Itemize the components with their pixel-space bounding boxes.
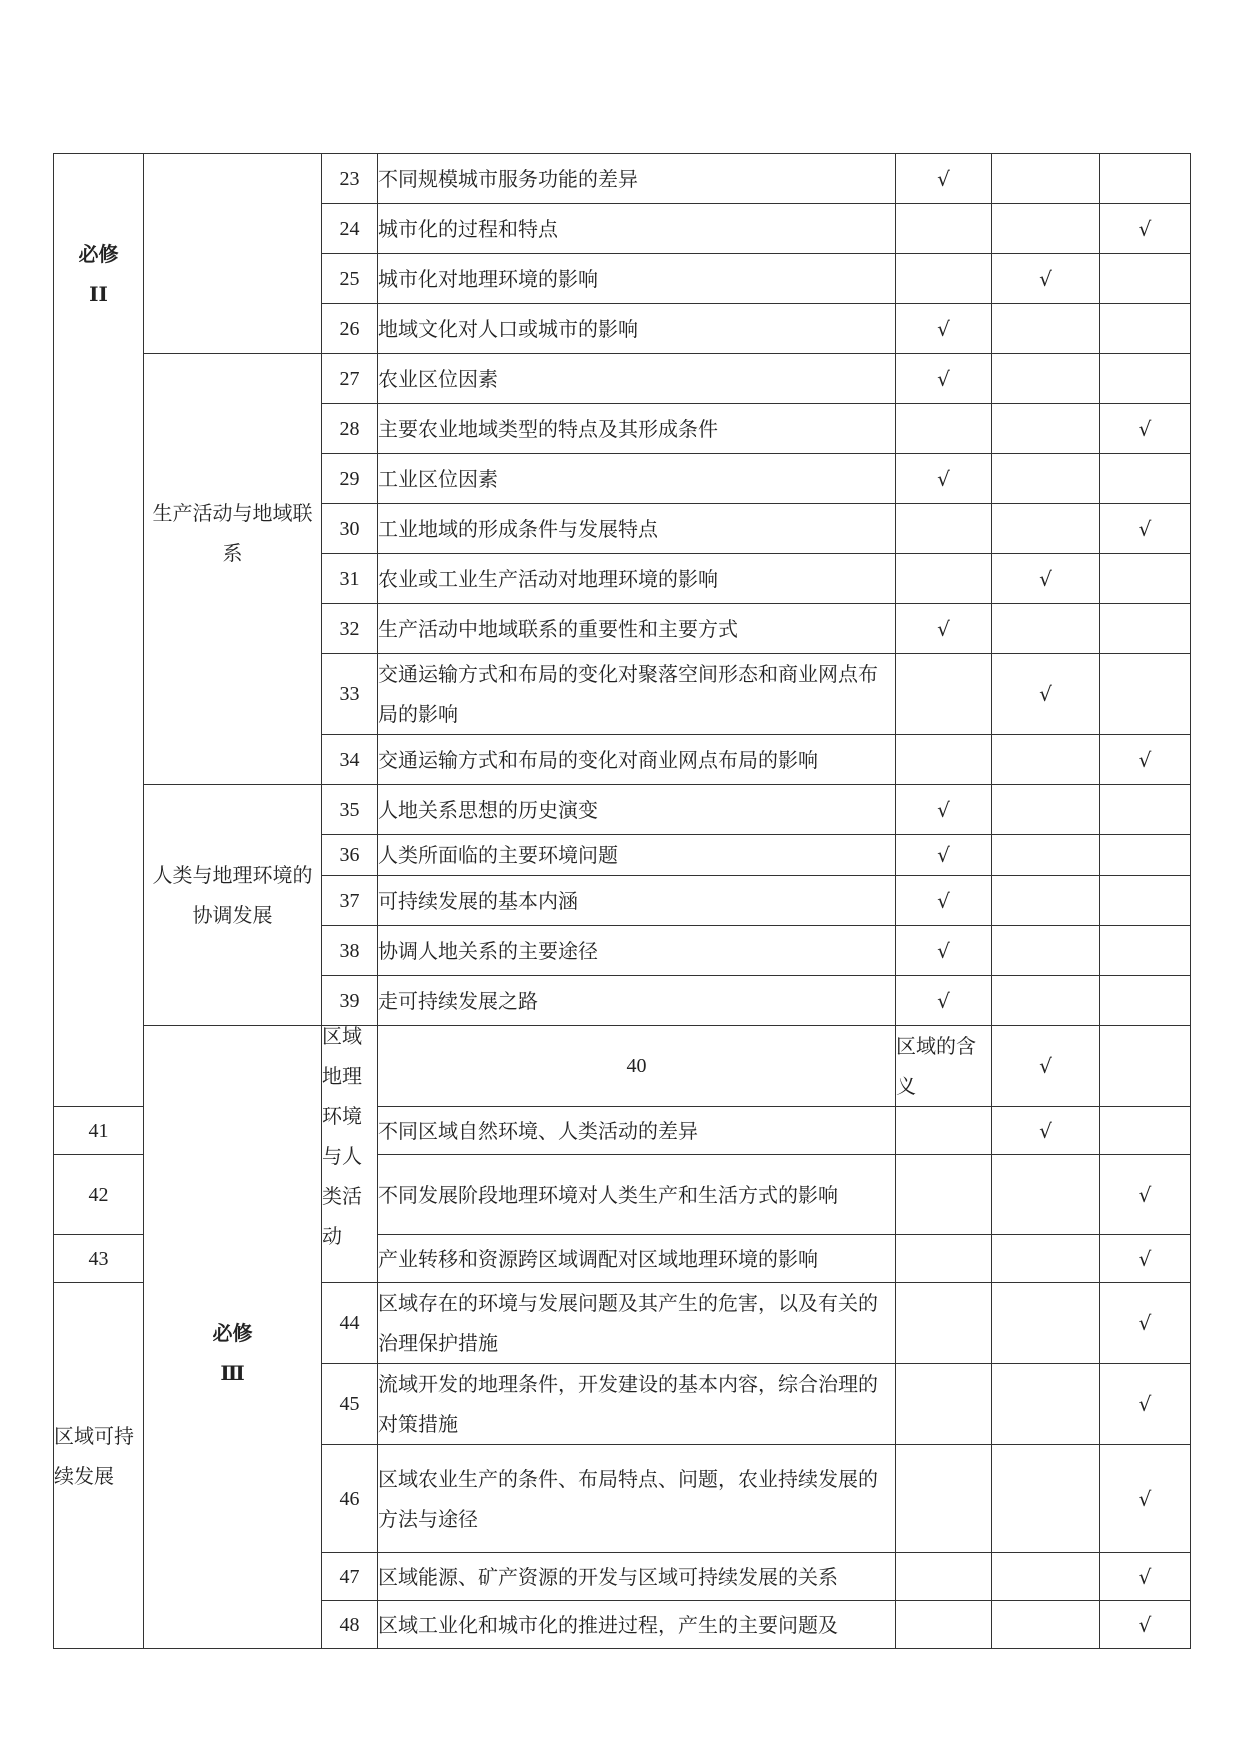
check-cell [1100, 835, 1191, 876]
check-cell [992, 304, 1100, 354]
row-number: 36 [322, 835, 378, 876]
check-mark: √ [896, 154, 992, 204]
check-mark: √ [992, 1026, 1100, 1107]
row-number: 26 [322, 304, 378, 354]
table-row [54, 154, 1191, 204]
section-cell-empty [144, 154, 322, 354]
check-cell [992, 504, 1100, 554]
check-cell [896, 1364, 992, 1445]
section-coordination [144, 785, 322, 1026]
row-number: 37 [322, 876, 378, 926]
check-cell [992, 785, 1100, 835]
check-cell [896, 254, 992, 304]
row-content: 交通运输方式和布局的变化对商业网点布局的影响 [378, 735, 896, 785]
check-cell [992, 835, 1100, 876]
row-number: 44 [322, 1283, 378, 1364]
check-mark: √ [1100, 204, 1191, 254]
check-cell [896, 1155, 992, 1235]
check-cell [1100, 554, 1191, 604]
check-cell [896, 735, 992, 785]
check-cell [896, 1553, 992, 1601]
check-mark: √ [992, 254, 1100, 304]
check-mark: √ [1100, 1155, 1191, 1235]
curriculum-table [53, 153, 1191, 1649]
row-content: 工业地域的形成条件与发展特点 [378, 504, 896, 554]
section-label: 区域可持续发展 [54, 1423, 134, 1488]
row-number: 47 [322, 1553, 378, 1601]
row-content: 工业区位因素 [378, 454, 896, 504]
row-number: 39 [322, 976, 378, 1026]
check-cell [992, 1283, 1100, 1364]
module-cell-iii [144, 1026, 322, 1649]
row-content: 人地关系思想的历史演变 [378, 785, 896, 835]
row-number: 24 [322, 204, 378, 254]
check-cell [992, 154, 1100, 204]
row-content: 流域开发的地理条件，开发建设的基本内容，综合治理的对策措施 [378, 1364, 896, 1445]
section-label: 人类与地理环境的协调发展 [152, 863, 313, 927]
check-mark: √ [896, 354, 992, 404]
check-mark: √ [1100, 1601, 1191, 1649]
module-cell-ii [54, 154, 144, 1107]
check-cell [1100, 876, 1191, 926]
row-content: 人类所面临的主要环境问题 [378, 835, 896, 876]
row-number: 41 [54, 1107, 144, 1155]
row-content: 地域文化对人口或城市的影响 [378, 304, 896, 354]
check-cell [1100, 976, 1191, 1026]
check-cell [992, 1445, 1100, 1553]
row-content: 区域的含义 [896, 1026, 992, 1107]
check-cell [1100, 1107, 1191, 1155]
row-number: 27 [322, 354, 378, 404]
section-label: 生产活动与地域联系 [152, 501, 313, 565]
module-numeral: Ⅲ [220, 1361, 245, 1385]
row-number: 35 [322, 785, 378, 835]
check-cell [896, 654, 992, 735]
row-number: 43 [54, 1235, 144, 1283]
check-cell [1100, 785, 1191, 835]
check-cell [992, 604, 1100, 654]
check-cell [992, 204, 1100, 254]
row-number: 34 [322, 735, 378, 785]
check-cell [992, 404, 1100, 454]
check-mark: √ [896, 876, 992, 926]
check-cell [896, 504, 992, 554]
check-cell [896, 1107, 992, 1155]
check-cell [896, 1601, 992, 1649]
check-mark: √ [1100, 1235, 1191, 1283]
check-cell [1100, 154, 1191, 204]
check-mark: √ [896, 976, 992, 1026]
row-content: 区域存在的环境与发展问题及其产生的危害，以及有关的治理保护措施 [378, 1283, 896, 1364]
row-content: 区域工业化和城市化的推进过程，产生的主要问题及 [378, 1601, 896, 1649]
row-number: 42 [54, 1155, 144, 1235]
check-mark: √ [992, 1107, 1100, 1155]
row-number: 31 [322, 554, 378, 604]
check-mark: √ [896, 304, 992, 354]
row-number: 33 [322, 654, 378, 735]
check-mark: √ [1100, 735, 1191, 785]
check-cell [992, 1235, 1100, 1283]
check-cell [1100, 304, 1191, 354]
table-row [54, 1026, 1191, 1107]
row-content: 农业或工业生产活动对地理环境的影响 [378, 554, 896, 604]
check-mark: √ [992, 654, 1100, 735]
check-cell [1100, 926, 1191, 976]
row-number: 28 [322, 404, 378, 454]
check-cell [896, 404, 992, 454]
check-mark: √ [1100, 404, 1191, 454]
row-number: 30 [322, 504, 378, 554]
check-cell [992, 1553, 1100, 1601]
check-cell [896, 1235, 992, 1283]
row-content: 生产活动中地域联系的重要性和主要方式 [378, 604, 896, 654]
section-regional-environment [322, 1026, 378, 1283]
check-cell [1100, 604, 1191, 654]
row-content: 不同发展阶段地理环境对人类生产和生活方式的影响 [378, 1155, 896, 1235]
check-mark: √ [896, 926, 992, 976]
row-number: 23 [322, 154, 378, 204]
row-content: 走可持续发展之路 [378, 976, 896, 1026]
row-number: 48 [322, 1601, 378, 1649]
row-number: 46 [322, 1445, 378, 1553]
table-row [54, 785, 1191, 835]
check-mark: √ [992, 554, 1100, 604]
check-cell [992, 354, 1100, 404]
row-content: 交通运输方式和布局的变化对聚落空间形态和商业网点布局的影响 [378, 654, 896, 735]
check-cell [992, 1364, 1100, 1445]
section-production [144, 354, 322, 785]
row-content: 协调人地关系的主要途径 [378, 926, 896, 976]
check-cell [1100, 654, 1191, 735]
check-cell [992, 976, 1100, 1026]
row-content: 主要农业地域类型的特点及其形成条件 [378, 404, 896, 454]
module-label: 必修 [212, 1321, 253, 1345]
row-number: 29 [322, 454, 378, 504]
row-content: 产业转移和资源跨区域调配对区域地理环境的影响 [378, 1235, 896, 1283]
check-mark: √ [896, 454, 992, 504]
check-cell [896, 1283, 992, 1364]
row-content: 不同区域自然环境、人类活动的差异 [378, 1107, 896, 1155]
check-cell [896, 1445, 992, 1553]
check-cell [992, 735, 1100, 785]
check-mark: √ [1100, 1364, 1191, 1445]
check-cell [992, 1155, 1100, 1235]
check-mark: √ [1100, 1553, 1191, 1601]
check-mark: √ [1100, 504, 1191, 554]
row-content: 城市化对地理环境的影响 [378, 254, 896, 304]
row-content: 农业区位因素 [378, 354, 896, 404]
check-cell [896, 204, 992, 254]
section-sustainable [54, 1283, 144, 1649]
check-cell [1100, 254, 1191, 304]
row-content: 城市化的过程和特点 [378, 204, 896, 254]
row-number: 38 [322, 926, 378, 976]
row-number: 40 [378, 1026, 896, 1107]
row-content: 不同规模城市服务功能的差异 [378, 154, 896, 204]
section-label: 区域地理环境与人类活动 [322, 1024, 362, 1248]
check-cell [992, 1601, 1100, 1649]
check-mark: √ [1100, 1283, 1191, 1364]
row-number: 45 [322, 1364, 378, 1445]
check-mark: √ [1100, 1445, 1191, 1553]
check-cell [992, 876, 1100, 926]
table-row [54, 354, 1191, 404]
check-cell [1100, 354, 1191, 404]
row-content: 区域能源、矿产资源的开发与区域可持续发展的关系 [378, 1553, 896, 1601]
check-cell [1100, 454, 1191, 504]
check-mark: √ [896, 604, 992, 654]
check-cell [1100, 1026, 1191, 1107]
row-content: 可持续发展的基本内涵 [378, 876, 896, 926]
row-number: 32 [322, 604, 378, 654]
module-label: 必修 [78, 242, 119, 266]
row-number: 25 [322, 254, 378, 304]
row-content: 区域农业生产的条件、布局特点、问题，农业持续发展的方法与途径 [378, 1445, 896, 1553]
check-mark: √ [896, 835, 992, 876]
check-cell [992, 926, 1100, 976]
check-mark: √ [896, 785, 992, 835]
module-numeral: II [89, 282, 108, 306]
check-cell [992, 454, 1100, 504]
check-cell [896, 554, 992, 604]
